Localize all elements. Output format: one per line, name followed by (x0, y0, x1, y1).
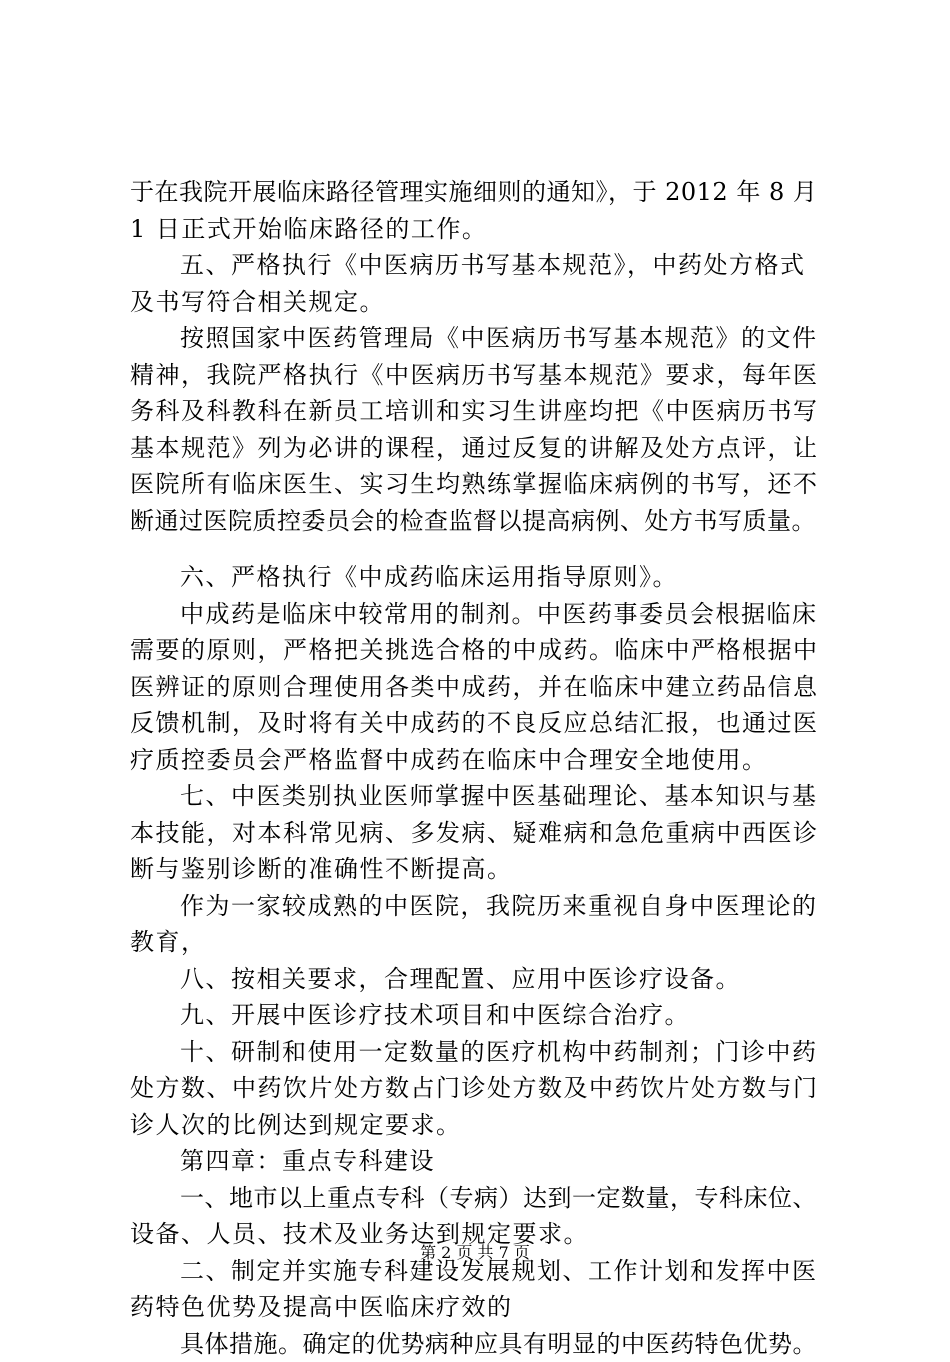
text-line: 作为一家较成熟的中医院，我院历来重视自身中医理论的 (130, 888, 850, 925)
text-line: 断通过医院质控委员会的检查监督以提高病例、处方书写质量。 (130, 503, 850, 540)
text-line: 于在我院开展临床路径管理实施细则的通知》，于 2012 年 8 月 (130, 174, 850, 211)
section-heading: 八、按相关要求，合理配置、应用中医诊疗设备。 (130, 961, 850, 998)
document-body (130, 174, 850, 1362)
text-line: 及书写符合相关规定。 (130, 284, 850, 321)
text-line: 反馈机制，及时将有关中成药的不良反应总结汇报，也通过医 (130, 705, 850, 742)
section-heading: 九、开展中医诊疗技术项目和中医综合治疗。 (130, 997, 850, 1034)
text-line: 医辨证的原则合理使用各类中成药，并在临床中建立药品信息 (130, 669, 850, 706)
page-number-footer: 第 2 页 共 7 页 (0, 1243, 950, 1263)
text-line: 处方数、中药饮片处方数占门诊处方数及中药饮片处方数与门 (130, 1070, 850, 1107)
section-heading: 六、严格执行《中成药临床运用指导原则》。 (130, 559, 850, 596)
text-line: 具体措施。确定的优势病种应具有明显的中医药特色优势。 (130, 1326, 850, 1362)
text-line: 1 日正式开始临床路径的工作。 (130, 211, 850, 248)
text-line: 药特色优势及提高中医临床疗效的 (130, 1289, 850, 1326)
text-line: 疗质控委员会严格监督中成药在临床中合理安全地使用。 (130, 742, 850, 779)
text-line: 诊人次的比例达到规定要求。 (130, 1107, 850, 1144)
section-heading: 十、研制和使用一定数量的医疗机构中药制剂；门诊中药 (130, 1034, 850, 1071)
text-line: 基本规范》列为必讲的课程，通过反复的讲解及处方点评，让 (130, 430, 850, 467)
text-line: 断与鉴别诊断的准确性不断提高。 (130, 851, 850, 888)
section-heading: 七、中医类别执业医师掌握中医基础理论、基本知识与基 (130, 778, 850, 815)
text-line: 需要的原则，严格把关挑选合格的中成药。临床中严格根据中 (130, 632, 850, 669)
text-line: 本技能，对本科常见病、多发病、疑难病和急危重病中西医诊 (130, 815, 850, 852)
text-line: 务科及科教科在新员工培训和实习生讲座均把《中医病历书写 (130, 393, 850, 430)
text-line: 设备、人员、技术及业务达到规定要求。 (130, 1216, 850, 1253)
chapter-heading: 第四章：重点专科建设 (130, 1143, 850, 1180)
section-heading: 五、严格执行《中医病历书写基本规范》，中药处方格式 (130, 247, 850, 284)
text-line: 精神，我院严格执行《中医病历书写基本规范》要求，每年医 (130, 357, 850, 394)
text-line: 医院所有临床医生、实习生均熟练掌握临床病例的书写，还不 (130, 466, 850, 503)
text-line: 按照国家中医药管理局《中医病历书写基本规范》的文件 (130, 320, 850, 357)
text-line: 教育， (130, 924, 850, 961)
section-heading: 一、地市以上重点专科（专病）达到一定数量，专科床位、 (130, 1180, 850, 1217)
section-heading: 二、制定并实施专科建设发展规划、工作计划和发挥中医 (130, 1253, 850, 1290)
text-line: 中成药是临床中较常用的制剂。中医药事委员会根据临床 (130, 596, 850, 633)
